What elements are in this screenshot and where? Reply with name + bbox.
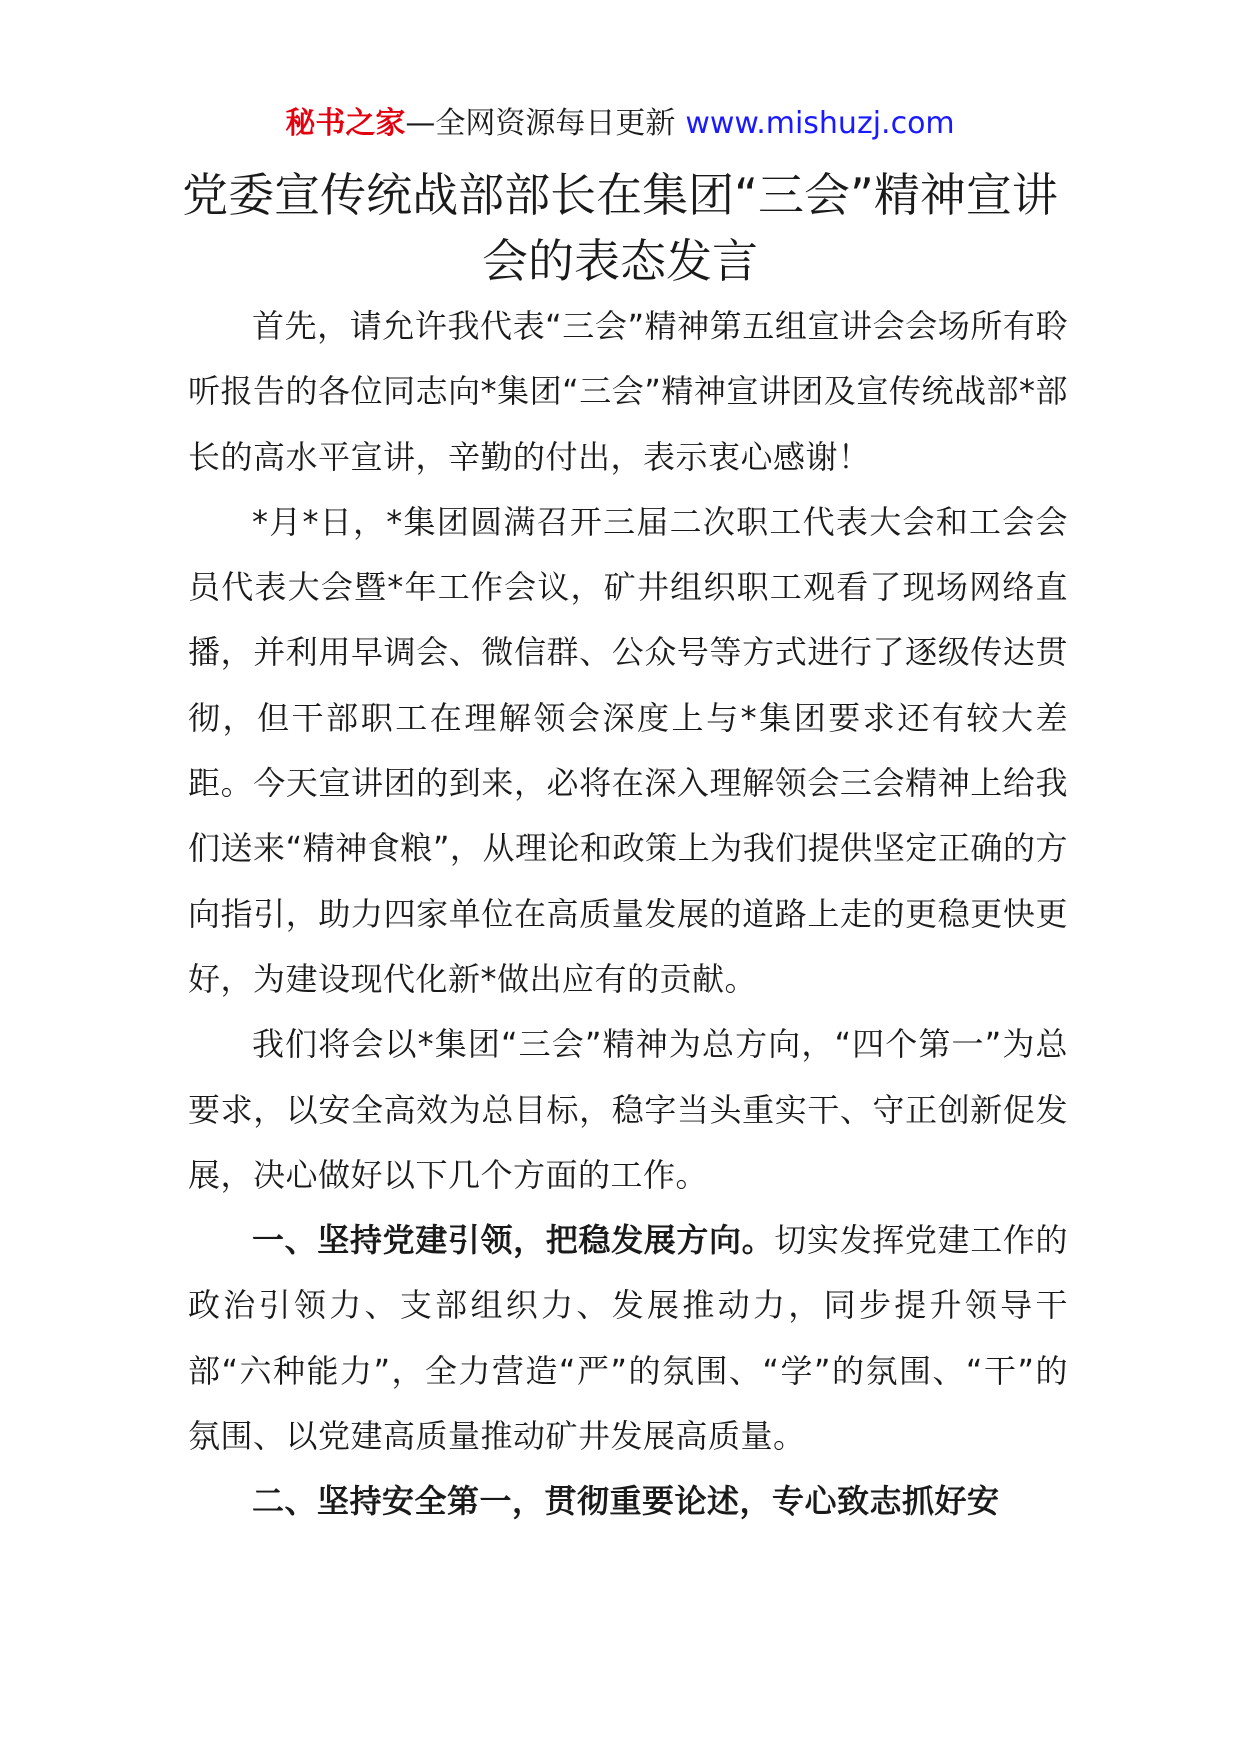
site-header [0, 102, 1240, 146]
paragraph-meeting: *月*日，*集团圆满召开三届二次职工代表大会和工会会员代表大会暨*年工作会议，矿井组织职工观看了现场网络直播，并利用早调会、微信群、公众号等方式进行了逐级传达贯彻，但干部职工在理解领会深度上与*集团要求还有较大差距。今天宣讲团的到来，必将在深入理解领会三会精神上给我们送来“精神食粮”，从理论和政策上为我们提供坚定正确的方向指引，助力四家单位在高质量发展的道路上走的更稳更快更好，为建设现代化新*做出应有的贡献。 [188, 502, 1068, 998]
section-1-text: 切实发挥党建工作的政治引领力、支部组织力、发展推动力，同步提升领导干部“六种能力”，全力营造“严”的氛围、“学”的氛围、“干”的氛围、以党建高质量推动矿井发展高质量。 [188, 1221, 1068, 1456]
site-url-link[interactable]: www.mishuzj.com [685, 106, 955, 141]
document-title: 党委宣传统战部部长在集团“三会”精神宣讲会的表态发言 [182, 168, 1058, 288]
document-body [188, 294, 1068, 1535]
section-1-heading: 一、坚持党建引领，把稳发展方向。 [252, 1221, 775, 1260]
paragraph-section-1 [188, 1208, 1068, 1469]
paragraph-thanks: 首先，请允许我代表“三会”精神第五组宣讲会会场所有聆听报告的各位同志向*集团“三会”精神宣讲团及宣传统战部*部长的高水平宣讲，辛勤的付出，表示衷心感谢！ [188, 307, 1068, 476]
paragraph-section-2 [188, 1469, 1068, 1534]
section-2-heading: 二、坚持安全第一，贯彻重要论述，专心致志抓好安 [252, 1482, 1000, 1521]
site-tagline: —全网资源每日更新 [405, 106, 676, 141]
paragraph-commitment: 我们将会以*集团“三会”精神为总方向，“四个第一”为总要求，以安全高效为总目标，稳字当头重实干、守正创新促发展，决心做好以下几个方面的工作。 [188, 1025, 1068, 1194]
brand-name: 秘书之家 [285, 106, 406, 141]
